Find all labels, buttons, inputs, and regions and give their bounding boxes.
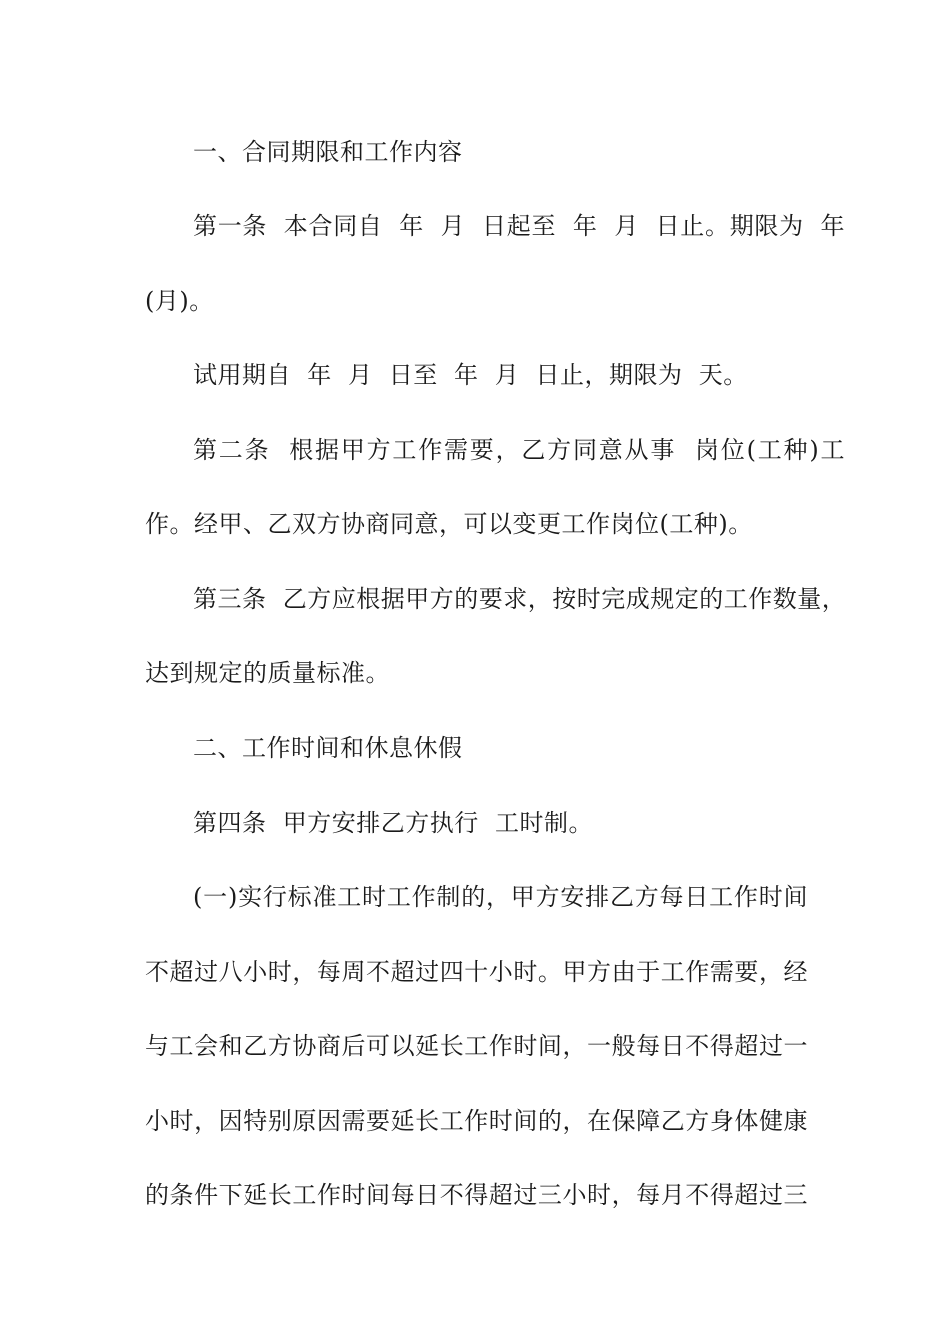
- article-1-line-2: (月)。: [145, 287, 214, 315]
- clause-1-line-5: 的条件下延长工作时间每日不得超过三小时，每月不得超过三: [145, 1181, 808, 1209]
- section-heading-contract-term: 一、合同期限和工作内容: [193, 138, 463, 166]
- clause-1-line-4: 小时，因特别原因需要延长工作时间的，在保障乙方身体健康: [145, 1107, 808, 1135]
- article-4-line-1: 第四条 甲方安排乙方执行 工时制。: [193, 809, 594, 837]
- article-1-line-1: 第一条 本合同自 年 月 日起至 年 月 日止。期限为 年: [193, 212, 845, 240]
- probation-line: 试用期自 年 月 日至 年 月 日止，期限为 天。: [193, 361, 748, 389]
- article-3-line-2: 达到规定的质量标准。: [145, 659, 390, 687]
- clause-1-line-1: (一)实行标准工时工作制的，甲方安排乙方每日工作时间: [193, 883, 808, 911]
- article-2-line-2: 作。经甲、乙双方协商同意，可以变更工作岗位(工种)。: [145, 510, 753, 538]
- clause-1-line-2: 不超过八小时，每周不超过四十小时。甲方由于工作需要，经: [145, 958, 808, 986]
- clause-1-line-3: 与工会和乙方协商后可以延长工作时间，一般每日不得超过一: [145, 1032, 808, 1060]
- article-2-line-1: 第二条 根据甲方工作需要，乙方同意从事 岗位(工种)工: [193, 436, 845, 464]
- section-heading-working-hours: 二、工作时间和休息休假: [193, 734, 463, 762]
- article-3-line-1: 第三条 乙方应根据甲方的要求，按时完成规定的工作数量，: [193, 585, 847, 613]
